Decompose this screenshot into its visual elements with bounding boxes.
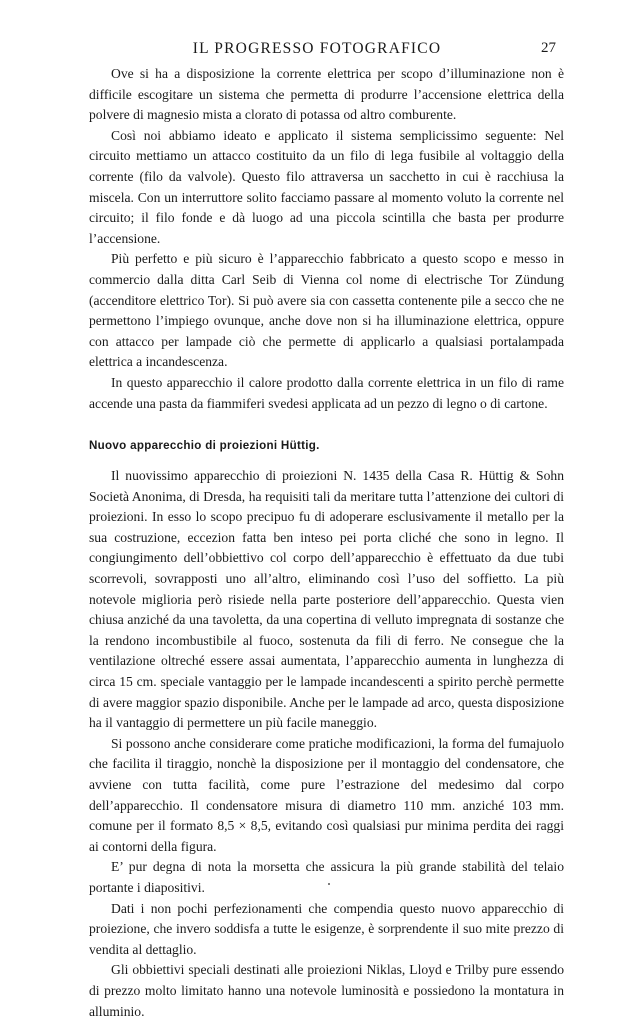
page-body bbox=[89, 64, 564, 1022]
paragraph: Si possono anche considerare come pratiche modificazioni, la forma del fumajuolo che facilita il tiraggio, nonchè la disposizione per il montaggio del condensatore, che avviene con tutta facilità, come pure l’estrazione del medesimo dal corpo dell’apparecchio. Il condensatore misura di diametro 110 mm. anziché 103 mm. comune per il formato 8,5 × 8,5, evitando così qualsiasi pur minima perdita dei raggi ai contorni della figura. bbox=[89, 735, 564, 854]
paragraph: Gli obbiettivi speciali destinati alle proiezioni Niklas, Lloyd e Trilby pure essendo di prezzo molto limitato hanno una notevole luminosità e possiedono la montatura in alluminio. bbox=[89, 962, 564, 1019]
paragraph: Così noi abbiamo ideato e applicato il sistema semplicissimo seguente: Nel circuito mettiamo un attacco costituito da un filo di lega fusibile al voltaggio della corrente (filo da valvole). Questo filo attraversa un sacchetto in cui è racchiusa la miscela. Con un interruttore solito facciamo passare al momento voluto la corrente nel circuito; il filo fonde e dà luogo ad una piccola scintilla che basta per produrre l’accensione. bbox=[89, 127, 564, 246]
print-speck bbox=[328, 883, 330, 885]
running-title: IL PROGRESSO FOTOGRAFICO bbox=[192, 40, 442, 57]
paragraph: Il nuovissimo apparecchio di proiezioni N. 1435 della Casa R. Hüttig & Sohn Società Anonima, di Dresda, ha requisiti tali da meritare tutta l’attenzione dei cultori di proiezioni. In esso lo scopo precipuo fu di adoperare esclusivamente il metallo per la sua costruzione, eccezion fatta ben inteso pei porta cliché che sono in legno. Il congiungimento dell’obbiettivo col corpo dell’apparecchio è effettuato da due tubi scorrevoli, sovrapposti uno all’altro, eliminando così l’uso del soffietto. La più notevole miglioria però risiede nella parte posteriore dell’apparecchio. Questa vien chiusa anziché da una tavoletta, da una copertina di velluto impregnata di sostanze che la rendono incombustibile al fuoco, sostenuta da fili di ferro. Ne consegue che la ventilazione oltreché essere assai aumentata, l’apparecchio aumenta in lunghezza di circa 15 cm. speciale vantaggio per le lampade incandescenti a spirito perchè permette di avere maggior spazio disponibile. Anche per le lampade ad arco, questa disposizione ha il vantaggio di permettere un più facile maneggio. bbox=[89, 468, 564, 731]
paragraph: In questo apparecchio il calore prodotto dalla corrente elettrica in un filo di rame accende una pasta da fiammiferi svedesi applicata ad un pezzo di legno o di cartone. bbox=[89, 374, 564, 411]
page-number: 27 bbox=[541, 40, 556, 56]
paragraph: Più perfetto e più sicuro è l’apparecchio fabbricato a questo scopo e messo in commercio dalla ditta Carl Seib di Vienna col nome di electrische Tor Zündung (accenditore elettrico Tor). Si può avere sia con cassetta contenente pile a secco che ne permettono l’impiego ovunque, anche dove non si ha illuminazione elettrica, oppure con attacco per lampade ciò che permette di applicarlo a qualsiasi portalampada elettrica a incandescenza. bbox=[89, 251, 564, 370]
paragraph: Ove si ha a disposizione la corrente elettrica per scopo d’illuminazione non è difficile escogitare un sistema che permetta di produrre l’accensione elettrica della polvere di magnesio mista a clorato di potassa od altro comburente. bbox=[89, 66, 564, 123]
section-heading: Nuovo apparecchio di proiezioni Hüttig. bbox=[89, 439, 320, 453]
page-header bbox=[0, 40, 634, 60]
paragraph: E’ pur degna di nota la morsetta che assicura la più grande stabilità del telaio portante i diapositivi. bbox=[89, 859, 564, 895]
paragraph: Dati i non pochi perfezionamenti che compendia questo nuovo apparecchio di proiezione, che invero soddisfa a tutte le esigenze, è sorprendente il suo mite prezzo di vendita al dettaglio. bbox=[89, 900, 564, 957]
